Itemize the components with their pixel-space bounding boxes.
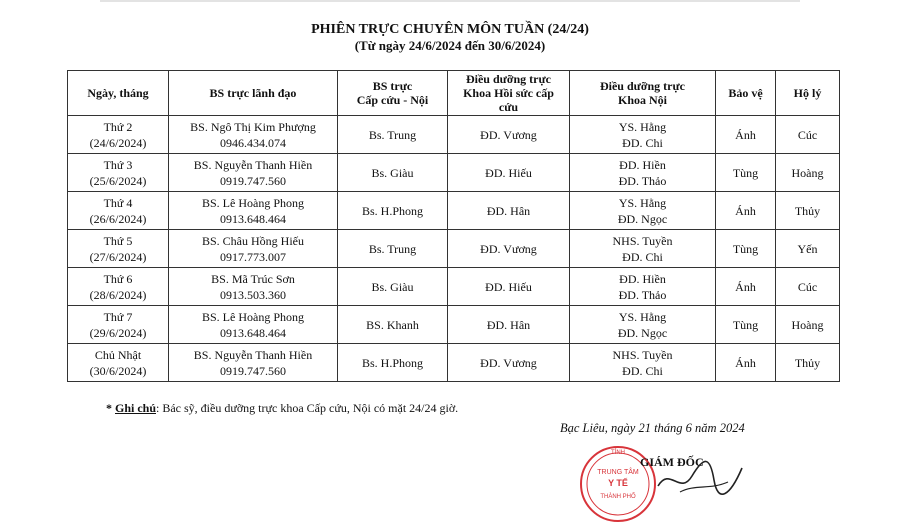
- cell-internal-nurse-text: NHS. Tuyền: [612, 233, 673, 248]
- cell-date-text: Thứ 2: [103, 119, 133, 134]
- cell-leader-text: BS. Mã Trúc Sơn: [211, 271, 295, 286]
- cell-date-text: (27/6/2024): [89, 249, 147, 264]
- top-edge-line: [100, 0, 800, 2]
- table-row: [68, 230, 840, 268]
- table-row: [68, 154, 840, 192]
- table-row: [68, 306, 840, 344]
- cell-orderly: [776, 268, 840, 306]
- cell-internal-nurse-text: YS. Hằng: [618, 119, 667, 134]
- table-row: [68, 268, 840, 306]
- col-header-er-doctor: BS trực Cấp cứu - Nội: [338, 71, 448, 116]
- cell-security: [716, 192, 776, 230]
- cell-er-doctor: [338, 306, 448, 344]
- cell-leader-text: BS. Châu Hồng Hiếu: [202, 233, 304, 248]
- cell-leader: [169, 344, 338, 382]
- cell-security-text: Ánh: [735, 279, 756, 294]
- table-header-row: [68, 71, 840, 116]
- cell-icu-nurse-text: ĐD. Vương: [480, 355, 537, 370]
- cell-leader-text: BS. Lê Hoàng Phong: [202, 195, 304, 210]
- cell-internal-nurse: [570, 268, 716, 306]
- cell-internal-nurse-text: ĐD. Thảo: [618, 173, 667, 188]
- cell-internal-nurse: [570, 306, 716, 344]
- cell-leader-text: 0913.503.360: [220, 287, 286, 302]
- cell-internal-nurse: [570, 192, 716, 230]
- cell-icu-nurse-text: ĐD. Vương: [480, 241, 537, 256]
- cell-internal-nurse-text: ĐD. Thảo: [618, 287, 667, 302]
- cell-security: [716, 154, 776, 192]
- cell-date-text: (25/6/2024): [89, 173, 147, 188]
- cell-internal-nurse-text: ĐD. Hiền: [619, 271, 666, 286]
- cell-leader-text: 0919.747.560: [220, 173, 286, 188]
- cell-leader-text: 0919.747.560: [220, 363, 286, 378]
- cell-date-text: (26/6/2024): [89, 211, 147, 226]
- cell-internal-nurse: [570, 116, 716, 154]
- table-row: [68, 116, 840, 154]
- cell-er-doctor: [338, 344, 448, 382]
- cell-leader-text: 0917.773.007: [220, 249, 286, 264]
- cell-leader-text: BS. Ngô Thị Kim Phượng: [190, 119, 316, 134]
- cell-date: [68, 230, 169, 268]
- seal-top-text: TỈNH: [611, 450, 625, 456]
- cell-er-doctor: [338, 116, 448, 154]
- cell-icu-nurse-text: ĐD. Hân: [486, 317, 531, 332]
- cell-er-doctor-text: Bs. Trung: [368, 241, 417, 256]
- col-header-date: Ngày, tháng: [68, 71, 169, 116]
- cell-security-text: Tùng: [732, 241, 759, 256]
- cell-date-text: Thứ 5: [103, 233, 133, 248]
- cell-date-text: Thứ 3: [103, 157, 133, 172]
- cell-date-text: Thứ 7: [103, 309, 133, 324]
- col-header-leader: BS trực lãnh đạo: [169, 71, 338, 116]
- signature: [650, 446, 750, 506]
- cell-internal-nurse-text: NHS. Tuyền: [612, 347, 673, 362]
- cell-er-doctor-text: Bs. H.Phong: [361, 355, 423, 370]
- cell-date-text: (28/6/2024): [89, 287, 147, 302]
- col-header-icu-nurse: Điều dưỡng trực Khoa Hồi sức cấp cứu: [448, 71, 570, 116]
- cell-orderly-text: Hoàng: [791, 317, 824, 332]
- cell-er-doctor-text: Bs. Giàu: [371, 165, 414, 180]
- cell-icu-nurse: [448, 192, 570, 230]
- cell-date-text: Thứ 6: [103, 271, 133, 286]
- cell-orderly: [776, 344, 840, 382]
- cell-er-doctor: [338, 268, 448, 306]
- cell-icu-nurse-text: ĐD. Hiếu: [485, 279, 532, 294]
- cell-orderly-text: Thủy: [794, 355, 821, 370]
- cell-leader-text: 0913.648.464: [220, 211, 286, 226]
- col-header-security: Bảo vệ: [716, 71, 776, 116]
- cell-orderly: [776, 154, 840, 192]
- cell-orderly: [776, 116, 840, 154]
- cell-icu-nurse: [448, 306, 570, 344]
- cell-leader: [169, 154, 338, 192]
- cell-icu-nurse: [448, 268, 570, 306]
- cell-orderly: [776, 306, 840, 344]
- cell-orderly-text: Hoàng: [791, 165, 824, 180]
- footnote: * Ghi chú: Bác sỹ, điều dưỡng trực khoa Cấp cứu, Nội có mặt 24/24 giờ.: [106, 401, 459, 415]
- cell-er-doctor-text: BS. Khanh: [366, 317, 419, 332]
- seal-text-3: THÀNH PHỐ: [600, 494, 636, 500]
- table-row: [68, 344, 840, 382]
- cell-leader-text: BS. Nguyễn Thanh Hiền: [193, 157, 313, 172]
- cell-er-doctor-text: Bs. Trung: [368, 127, 417, 142]
- cell-internal-nurse: [570, 230, 716, 268]
- cell-orderly-text: Thủy: [794, 203, 821, 218]
- cell-security: [716, 268, 776, 306]
- cell-internal-nurse-text: ĐD. Ngọc: [617, 211, 668, 226]
- cell-icu-nurse: [448, 230, 570, 268]
- cell-orderly-text: Cúc: [797, 127, 818, 142]
- director-title: GIÁM ĐỐC: [640, 455, 704, 469]
- cell-internal-nurse: [570, 154, 716, 192]
- cell-date: [68, 116, 169, 154]
- page-title: PHIÊN TRỰC CHUYÊN MÔN TUẦN (24/24): [311, 22, 589, 37]
- cell-leader-text: BS. Lê Hoàng Phong: [202, 309, 304, 324]
- cell-leader: [169, 116, 338, 154]
- cell-security-text: Ánh: [735, 127, 756, 142]
- cell-orderly: [776, 230, 840, 268]
- cell-er-doctor-text: Bs. H.Phong: [361, 203, 423, 218]
- cell-internal-nurse-text: ĐD. Chi: [622, 135, 663, 150]
- cell-orderly-text: Cúc: [797, 279, 818, 294]
- cell-er-doctor: [338, 154, 448, 192]
- cell-icu-nurse-text: ĐD. Hiếu: [485, 165, 532, 180]
- cell-security: [716, 306, 776, 344]
- cell-security: [716, 230, 776, 268]
- cell-security-text: Tùng: [732, 165, 759, 180]
- cell-internal-nurse-text: ĐD. Ngọc: [617, 325, 668, 340]
- cell-orderly-text: Yến: [797, 241, 818, 256]
- cell-leader: [169, 268, 338, 306]
- cell-icu-nurse: [448, 344, 570, 382]
- cell-orderly: [776, 192, 840, 230]
- page-subtitle: (Từ ngày 24/6/2024 đến 30/6/2024): [354, 38, 546, 53]
- cell-date-text: (29/6/2024): [89, 325, 147, 340]
- place-date: Bạc Liêu, ngày 21 tháng 6 năm 2024: [560, 421, 745, 435]
- cell-leader: [169, 306, 338, 344]
- cell-date: [68, 306, 169, 344]
- col-header-orderly: Hộ lý: [776, 71, 840, 116]
- cell-icu-nurse-text: ĐD. Hân: [486, 203, 531, 218]
- cell-leader-text: BS. Nguyễn Thanh Hiền: [193, 347, 313, 362]
- seal-text-1: TRUNG TÂM: [597, 469, 639, 476]
- cell-er-doctor: [338, 192, 448, 230]
- cell-leader-text: 0946.434.074: [220, 135, 286, 150]
- cell-internal-nurse-text: ĐD. Chi: [622, 363, 663, 378]
- cell-er-doctor-text: Bs. Giàu: [371, 279, 414, 294]
- cell-security: [716, 344, 776, 382]
- cell-security-text: Tùng: [732, 317, 759, 332]
- cell-icu-nurse-text: ĐD. Vương: [480, 127, 537, 142]
- cell-date-text: Thứ 4: [103, 195, 133, 210]
- seal-text-2: Y TẾ: [608, 478, 628, 488]
- cell-date: [68, 192, 169, 230]
- cell-leader: [169, 192, 338, 230]
- cell-date-text: (24/6/2024): [89, 135, 147, 150]
- cell-icu-nurse: [448, 116, 570, 154]
- cell-date: [68, 154, 169, 192]
- cell-security: [716, 116, 776, 154]
- cell-internal-nurse-text: YS. Hằng: [618, 195, 667, 210]
- cell-date-text: Chủ Nhật: [94, 347, 142, 362]
- cell-security-text: Ánh: [735, 203, 756, 218]
- cell-er-doctor: [338, 230, 448, 268]
- cell-date-text: (30/6/2024): [89, 363, 147, 378]
- cell-internal-nurse-text: YS. Hằng: [618, 309, 667, 324]
- col-header-internal-nurse: Điều dưỡng trực Khoa Nội: [570, 71, 716, 116]
- cell-date: [68, 344, 169, 382]
- cell-icu-nurse: [448, 154, 570, 192]
- cell-internal-nurse: [570, 344, 716, 382]
- cell-internal-nurse-text: ĐD. Hiền: [619, 157, 666, 172]
- cell-leader-text: 0913.648.464: [220, 325, 286, 340]
- cell-leader: [169, 230, 338, 268]
- cell-internal-nurse-text: ĐD. Chi: [622, 249, 663, 264]
- table-row: [68, 192, 840, 230]
- cell-date: [68, 268, 169, 306]
- cell-security-text: Ánh: [735, 355, 756, 370]
- duty-schedule-table: [67, 70, 840, 382]
